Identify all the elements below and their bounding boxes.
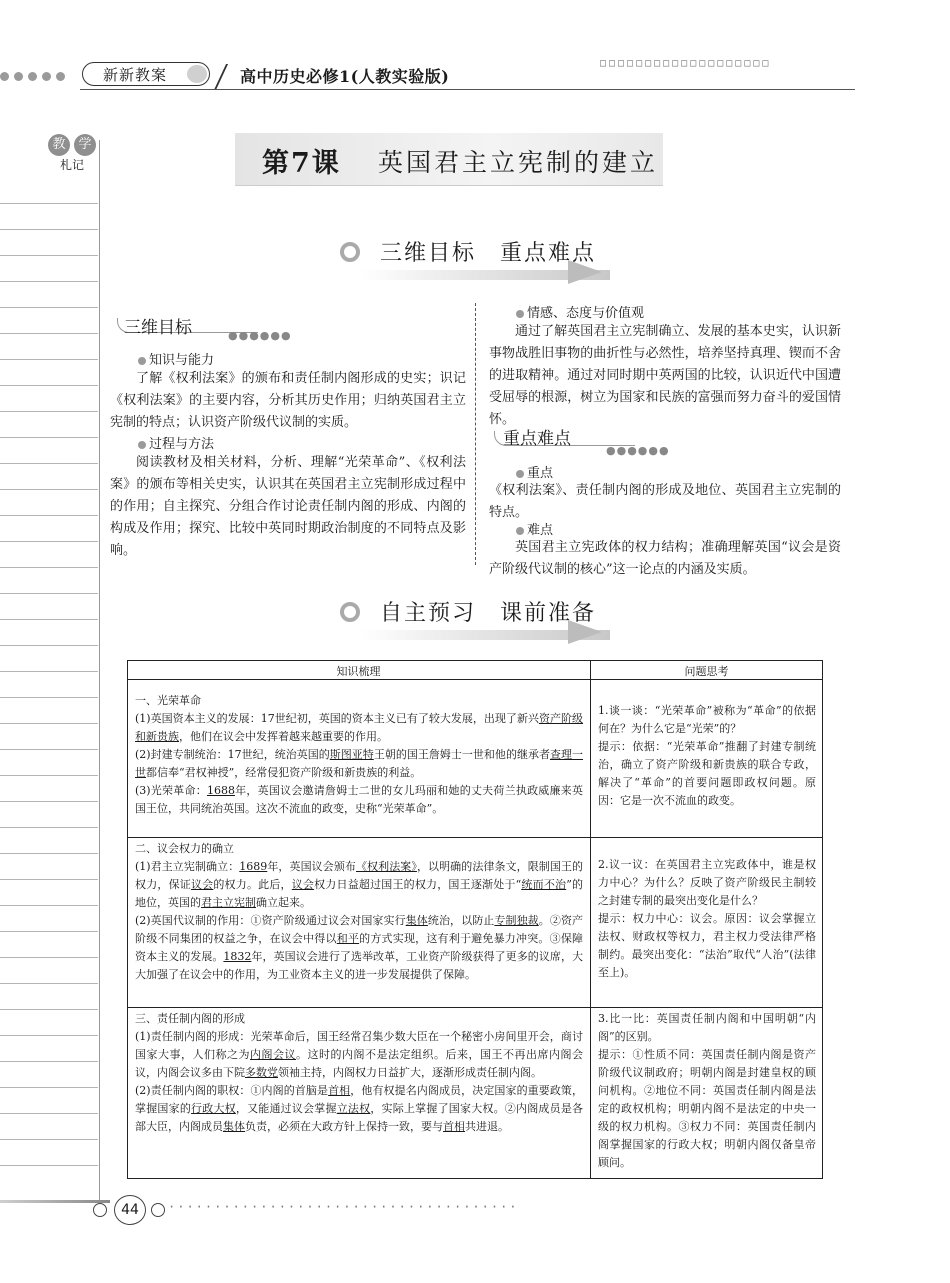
text-span: 的方式实现，这有利于避免暴力冲突。③保障资本主义的发展。: [135, 932, 584, 963]
question-cell: [598, 702, 816, 810]
text-span: 。②资产阶级不同集团的权益之争，在议会中得以: [135, 914, 584, 945]
row-title: 三、责任制内阁的形成: [135, 1012, 245, 1025]
answer-span: 1832: [223, 950, 252, 963]
answer-span: 行政大权: [191, 1102, 236, 1115]
table-row-divider: [127, 1007, 823, 1008]
table-row: [135, 840, 583, 984]
text-span: (1)君主立宪制确立：: [135, 860, 240, 873]
text-span: 确立起来。: [256, 896, 311, 909]
row-title: 二、议会权力的确立: [135, 842, 234, 855]
text-span: (1)英国资本主义的发展：17世纪初，英国的资本主义已有了较大发展，出现了新兴: [135, 712, 539, 725]
text-span: 年，英国议会邀请詹姆士二世的女儿玛丽和她的丈夫荷兰执政威廉来英国王位，共同统治英国。这次不流血的政变，史称“光荣革命”。: [135, 784, 583, 815]
answer-span: 首相: [443, 1120, 465, 1133]
process-label: 过程与方法: [138, 433, 214, 452]
header-rule: [80, 89, 855, 90]
row-para: [135, 746, 583, 782]
question-cell: [598, 856, 816, 982]
lesson-number: 第7课: [262, 148, 341, 179]
question-cell: [598, 1010, 816, 1172]
answer-span: 1689: [239, 860, 268, 873]
answer-span: 斯图亚特: [329, 748, 374, 761]
header-brand: 新新教案: [103, 66, 168, 84]
banner-title: 自主预习 课前准备: [380, 601, 597, 626]
preview-banner: [340, 594, 630, 642]
knowledge-label: 知识与能力: [138, 349, 214, 368]
answer-span: 专制独裁: [494, 914, 539, 927]
text-span: (1)责任制内阁的形成：光荣革命后，国王经常召集少数大臣在一个秘密小房间里开会，商讨国家大事，人们称之为: [135, 1030, 583, 1061]
question: 3.比一比：英国责任制内阁和中国明朝“内阁”的区别。: [598, 1012, 816, 1043]
table-row: [135, 692, 583, 818]
text-span: 都信奉“君权神授”，经常侵犯资产阶级和新贵族的利益。: [146, 766, 422, 779]
heading-dots: ●●●●●●: [228, 329, 292, 342]
lesson-title: 英国君主立宪制的建立: [378, 148, 659, 177]
footer-dots: ······································: [168, 1200, 519, 1214]
text-span: 领袖主持，内阁权力日益扩大，逐渐形成责任制内阁。: [278, 1066, 542, 1079]
row-title: 一、光荣革命: [135, 694, 201, 707]
row-para: [135, 1028, 583, 1082]
margin-divider: [99, 140, 100, 1200]
table-header-knowledge: 知识梳理: [336, 665, 381, 678]
answer-span: 集体: [223, 1120, 245, 1133]
text-span: ，实际上掌握了国家大权。②内阁成员是各部大臣，内阁成员: [135, 1102, 584, 1133]
header-book-title: 高中历史必修1(人教实验版): [240, 67, 450, 86]
answer-span: 资产阶级和新贵族: [135, 712, 584, 743]
table-row-divider: [127, 679, 823, 680]
footer-circle-icon: [151, 1203, 165, 1217]
margin-char-2: 学: [74, 134, 96, 156]
answer-span: 和平: [336, 932, 360, 945]
knowledge-text: 了解《权利法案》的颁布和责任制内阁形成的史实；识记《权利法案》的主要内容，分析其历史作用；归纳英国君主立宪制的特点；认识资产阶级代议制的实质。: [110, 371, 466, 430]
text-span: 的权力。此后，: [213, 878, 292, 891]
text-span: 负责，必须在大政方针上保持一致，要与: [245, 1120, 443, 1133]
answer-span: 《权利法案》: [355, 860, 417, 873]
answer-span: 议会: [291, 878, 315, 891]
row-para: [135, 710, 583, 746]
text-span: 王朝的国王詹姆士一世和他的继承者: [373, 748, 550, 761]
row-para: [135, 858, 583, 912]
row-para: [135, 912, 583, 984]
key-text: 《权利法案》、责任制内阁的形成及地位、英国君主立宪制的特点。: [489, 483, 841, 520]
emotion-text: 通过了解英国君主立宪制确立、发展的基本史实，认识新事物战胜旧事物的曲折性与必然性，培养坚持真理、锲而不舍的进取精神。通过对同时期中英两国的比较，认识近代中国遭受屈辱的根源，树立为国家和民族的富强而努力奋斗的爱国情怀。: [489, 324, 841, 427]
banner-circle-icon: [340, 602, 360, 622]
table-row-divider: [127, 837, 823, 838]
table-column-divider: [590, 660, 591, 1179]
objectives-banner: [340, 234, 630, 282]
text-span: ，他们在议会中发挥着越来越重要的作用。: [179, 730, 388, 743]
text-span: 共进退。: [465, 1120, 509, 1133]
answer-span: 首相: [328, 1084, 351, 1097]
text-span: ，以明确的法律条文，限制国王的权力，保证: [135, 860, 584, 891]
page-number: 44: [114, 1195, 146, 1225]
text-span: 。这时的内阁不是法定组织。后来，国王不再出席内阁会议，内阁会议多由下院: [135, 1048, 583, 1079]
footer-circle-icon: [93, 1203, 107, 1217]
text-span: 年，英国议会颁布: [267, 860, 356, 873]
text-span: 统治，以防止: [427, 914, 495, 927]
answer-span: 内阁会议: [250, 1048, 296, 1061]
margin-char-1: 教: [48, 134, 70, 156]
row-para: [135, 782, 583, 818]
objectives-heading: 三维目标: [124, 318, 192, 338]
header-box-strip: □□□□□□□□□□□□□□□□□□□: [600, 58, 772, 69]
text-span: 权力日益超过国王的权力，国王逐渐处于“: [314, 878, 522, 891]
text-span: ，他有权提名内阁成员，决定国家的重要政策，掌握国家的: [135, 1084, 584, 1115]
table-header-questions: 问题思考: [684, 665, 729, 678]
emotion-label: 情感、态度与价值观: [516, 302, 644, 321]
header-divider: [214, 64, 228, 90]
hard-label: 难点: [516, 519, 553, 538]
question: 2.议一议：在英国君主立宪政体中，谁是权力中心？为什么？反映了资产阶级民主制较之封建专制的最突出变化是什么？: [598, 858, 816, 907]
question: 1.谈一谈：“光荣革命”被称为“革命”的依据何在？为什么它是“光荣”的？: [598, 704, 816, 735]
process-text: 阅读教材及相关材料，分析、理解“光荣革命”、《权利法案》的颁布等相关史实，认识其在英国君主立宪制形成过程中的作用；自主探究、分组合作讨论责任制内阁的形成、内阁的构成及作用；探究、比较中英同时期政治制度的不同特点及影响。: [110, 455, 466, 558]
margin-badge: [42, 134, 102, 176]
keypoints-heading: 重点难点: [503, 429, 571, 449]
margin-subtitle: 札记: [60, 158, 85, 172]
answer-span: 集体: [405, 914, 428, 927]
row-para: [135, 1082, 583, 1136]
heading-dots: ●●●●●●: [606, 444, 670, 457]
text-span: (2)英国代议制的作用：①资产阶级通过议会对国家实行: [135, 914, 406, 927]
note-lines: [0, 178, 98, 1188]
banner-circle-icon: [340, 242, 360, 262]
text-span: 年，英国议会进行了选举改革，工业资产阶级获得了更多的议席，大大加强了在议会中的作用，为工业资本主义的进一步发展提供了保障。: [135, 950, 583, 981]
answer-hint: 提示：①性质不同：英国责任制内阁是资产阶级代议制政府；明朝内阁是封建皇权的顾问机构。②地位不同：英国责任制内阁是法定的政权机构；明朝内阁不是法定的中央一级的权力机构。③权力不同：英国责任制内阁掌握国家的行政大权；明朝内阁仅备皇帝顾问。: [598, 1048, 816, 1169]
text-span: (2)责任制内阁的职权：①内阁的首脑是: [135, 1084, 329, 1097]
column-divider: [475, 303, 477, 565]
answer-span: 1688: [206, 784, 235, 797]
answer-span: 议会: [190, 878, 214, 891]
answer-hint: 提示：权力中心：议会。原因：议会掌握立法权、财政权等权力，君主权力受法律严格制约。最突出变化：“法治”取代“人治”(法律至上)。: [598, 912, 816, 979]
pill-knob-icon: [187, 65, 207, 83]
text-span: (3)光荣革命：: [135, 784, 207, 797]
banner-title: 三维目标 重点难点: [380, 241, 597, 266]
hard-text: 英国君主立宪政体的权力结构；准确理解英国“议会是资产阶级代议制的核心”这一论点的内涵及实质。: [489, 540, 841, 577]
text-span: (2)封建专制统治：17世纪，统治英国的: [135, 748, 330, 761]
footer-rule: [0, 1200, 110, 1203]
table-row: [135, 1010, 583, 1136]
header-dots: [0, 66, 80, 86]
answer-span: 统而不治: [521, 878, 567, 891]
answer-span: 查理一世: [135, 748, 584, 779]
answer-span: 君主立宪制: [201, 896, 256, 909]
text-span: ，又能通过议会掌握: [235, 1102, 337, 1115]
answer-hint: 提示：依据：“光荣革命”推翻了封建专制统治，确立了资产阶级和新贵族的联合专政，解决了“革命”的首要问题即政权问题。原因：它是一次不流血的政变。: [598, 740, 816, 807]
answer-span: 多数党: [245, 1066, 278, 1079]
text-span: ”的地位，英国的: [135, 878, 584, 909]
key-label: 重点: [516, 462, 553, 481]
answer-span: 立法权: [336, 1102, 371, 1115]
header-brand-pill: [82, 62, 210, 86]
